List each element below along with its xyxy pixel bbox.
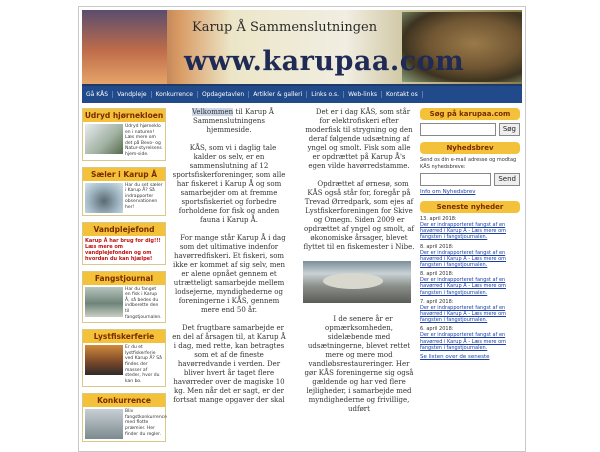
promo-title: Konkurrence — [83, 394, 165, 407]
sunset-image — [82, 10, 167, 84]
news-date: 6. april 2018: — [420, 326, 454, 333]
search-box — [420, 108, 520, 136]
paragraph: I de senere år er opmærksomheden, sidelæbende med udsætningerne, blevet rettet mere og mere mod vandløbsrestaureringer. Her gør KÅS foreningerne sig også gældende og har ved flere lejligheder, i samarbejde med myndighederne og frivillige, udført — [304, 315, 414, 413]
paragraph: Det er i dag KÅS, som står for elektrofiskeri efter moderfisk til strygning og den deraf følgende udsætning af yngel og smolt. Fisk som alle er opdrættet på Karup Å's egen vilde havørredstamme. — [305, 108, 413, 170]
more-news-link[interactable]: Se listen over de seneste — [420, 354, 490, 361]
welcome-word: Velkommen — [192, 108, 234, 116]
latest-news-title: Seneste nyheder — [420, 201, 520, 213]
search-input[interactable] — [420, 123, 496, 136]
nav-item[interactable]: Links o.s. — [307, 91, 344, 98]
promo-text: Er du et lystfiskerferie ved Karup Å? Så findes der masser af steder, hvor du kan bo. — [125, 345, 162, 384]
paragraph: Det frugtbare samarbejde er en del af årsagen til, at Karup Å i dag, med rette, kan betragtes som et af de fineste havørredvande i verden. Der bliver hvert år taget flere havørreder over de magiske 10 kg. Men når det er sagt, er der fortsat mange opgaver der skal — [172, 324, 286, 404]
paragraph: KÅS, som vi i daglig tale kalder os selv, er en sammenslutning af 12 sportsfiskerforeninger, som alle har fiskeret i Karup Å og som samarbejder om at fremme sportsfiskeriet og forbedre forholdene for fisk og anden fauna i Karup Å. — [172, 144, 286, 224]
nav-item[interactable]: Web-links — [344, 91, 382, 98]
promo-text: Har du set sæler i Karup Å? Så indrapporter observationen her! — [125, 182, 163, 210]
news-link[interactable]: Der er indrapporteret fangst af en havørred i Karup Å - Læs mere om fangsten i fangstjournalen. — [420, 304, 507, 324]
email-input[interactable] — [420, 173, 491, 186]
latest-news-box — [420, 201, 520, 360]
promo-text: Har du fanget en fisk i Karup Å, så bedes du indberette den til fangstjournalen. — [125, 286, 162, 320]
nav-item[interactable]: Opdagetavlen — [198, 91, 249, 98]
nav-item[interactable]: Kontakt os — [382, 91, 423, 98]
promo-title: Lystfiskerferie — [83, 330, 165, 343]
promo-text: Karup Å har brug for dig!!! Læs mere om vandplejefonden og om hvordan du kan hjælpe! — [85, 237, 161, 262]
promo-box[interactable] — [82, 271, 166, 324]
news-link[interactable]: Der er indrapporteret fangst af en havørred i Karup Å - Læs mere om fangsten i fangstjournalen. — [420, 332, 507, 351]
newsletter-text: Send os din e-mail adresse og modtag KÅS nyhedsbreve: — [420, 157, 517, 170]
main-nav — [82, 86, 522, 103]
promo-box[interactable] — [82, 329, 166, 387]
promo-text: Bliv fangstkonkurrence med flotte præmier. Her finder du regler. — [125, 409, 167, 437]
main-text-col1 — [171, 108, 287, 414]
send-button[interactable]: Send — [494, 173, 520, 186]
promo-text: Udryd hjørneklo en i naturen! Læs mere om det på Bevo- og Natur-styrelsens hjem-side. — [125, 124, 162, 157]
news-date: 13. april 2018: — [420, 216, 457, 222]
nav-item[interactable]: Vandpleje — [113, 91, 151, 98]
intro-text: til Karup Å Sammenslutningens hjemmeside. — [192, 108, 274, 134]
main-text-col2 — [303, 108, 415, 423]
angler-image — [85, 409, 123, 439]
news-link[interactable]: Der er indrapporteret fangst af en havørred i Karup Å - Læs mere om fangsten i fangstjournalen. — [420, 249, 507, 269]
catch-image — [85, 287, 123, 317]
promo-box[interactable] — [82, 393, 166, 442]
promo-title: Udryd hjørnekloen — [84, 111, 164, 120]
nav-item[interactable]: Artikler & galleri — [249, 91, 307, 98]
promo-box[interactable] — [82, 108, 166, 161]
news-link[interactable]: Der er indrapporteret fangst af en havørred i Karup Å - Læs mere om fangsten i fangstjournalen. — [420, 277, 507, 296]
plant-image — [85, 124, 123, 154]
search-title: Søg på karupaa.com — [420, 108, 520, 120]
paragraph: For mange står Karup Å i dag som det ultimative indenfor havørredfiskeri. Et fiskeri, som ikke er kommet af sig selv, men er alene opnået gennem et utrætteligt samarbejde mellem lodsejerne, myndighederne og foreningerne i KÅS, gennem mere end 50 år. — [172, 234, 286, 314]
promo-box[interactable] — [82, 167, 166, 216]
site-url: www.karupaa.com — [184, 46, 465, 77]
newsletter-title: Nyhedsbrev — [420, 142, 520, 154]
newsletter-box — [420, 142, 520, 195]
header-banner[interactable] — [82, 10, 522, 86]
promo-title: Sæler i Karup Å — [83, 168, 165, 181]
news-date: 7. april 2018: — [420, 298, 454, 305]
search-button[interactable]: Søg — [499, 123, 520, 136]
news-link[interactable]: Der er indrapporteret fangst af en havørred i Karup Å - Læs mere om fangsten i fangstjournalen. — [420, 222, 507, 241]
nav-item[interactable]: Gå KÅS — [82, 91, 113, 98]
newsletter-info-link[interactable]: Info om Nyhedsbrev — [420, 189, 476, 195]
news-date: 8. april 2018: — [420, 243, 454, 250]
right-sidebar — [420, 108, 520, 366]
promo-title: Vandplejefond — [83, 223, 165, 236]
site-title: Karup Å Sammenslutningen — [192, 20, 378, 35]
river-image — [85, 345, 123, 375]
news-date: 8. april 2018: — [420, 271, 454, 278]
left-sidebar — [82, 108, 166, 448]
seal-image — [85, 183, 123, 213]
promo-title: Fangstjournal — [83, 272, 165, 285]
fish-photo — [303, 261, 411, 303]
page-container — [78, 6, 526, 452]
promo-box[interactable] — [82, 222, 166, 265]
paragraph: Opdrættet af ørnesø, som KÅS også står for, foregår på Trevad Ørredpark, som ejes af Lystfiskerforeningen for Skive og Omegn. Siden 2009 er opdrættet af yngel og smolt, af økonomiske årsager, blevet flyttet til en fiskemester i Nibe. — [303, 180, 415, 251]
nav-item[interactable]: Konkurrence — [152, 91, 198, 98]
